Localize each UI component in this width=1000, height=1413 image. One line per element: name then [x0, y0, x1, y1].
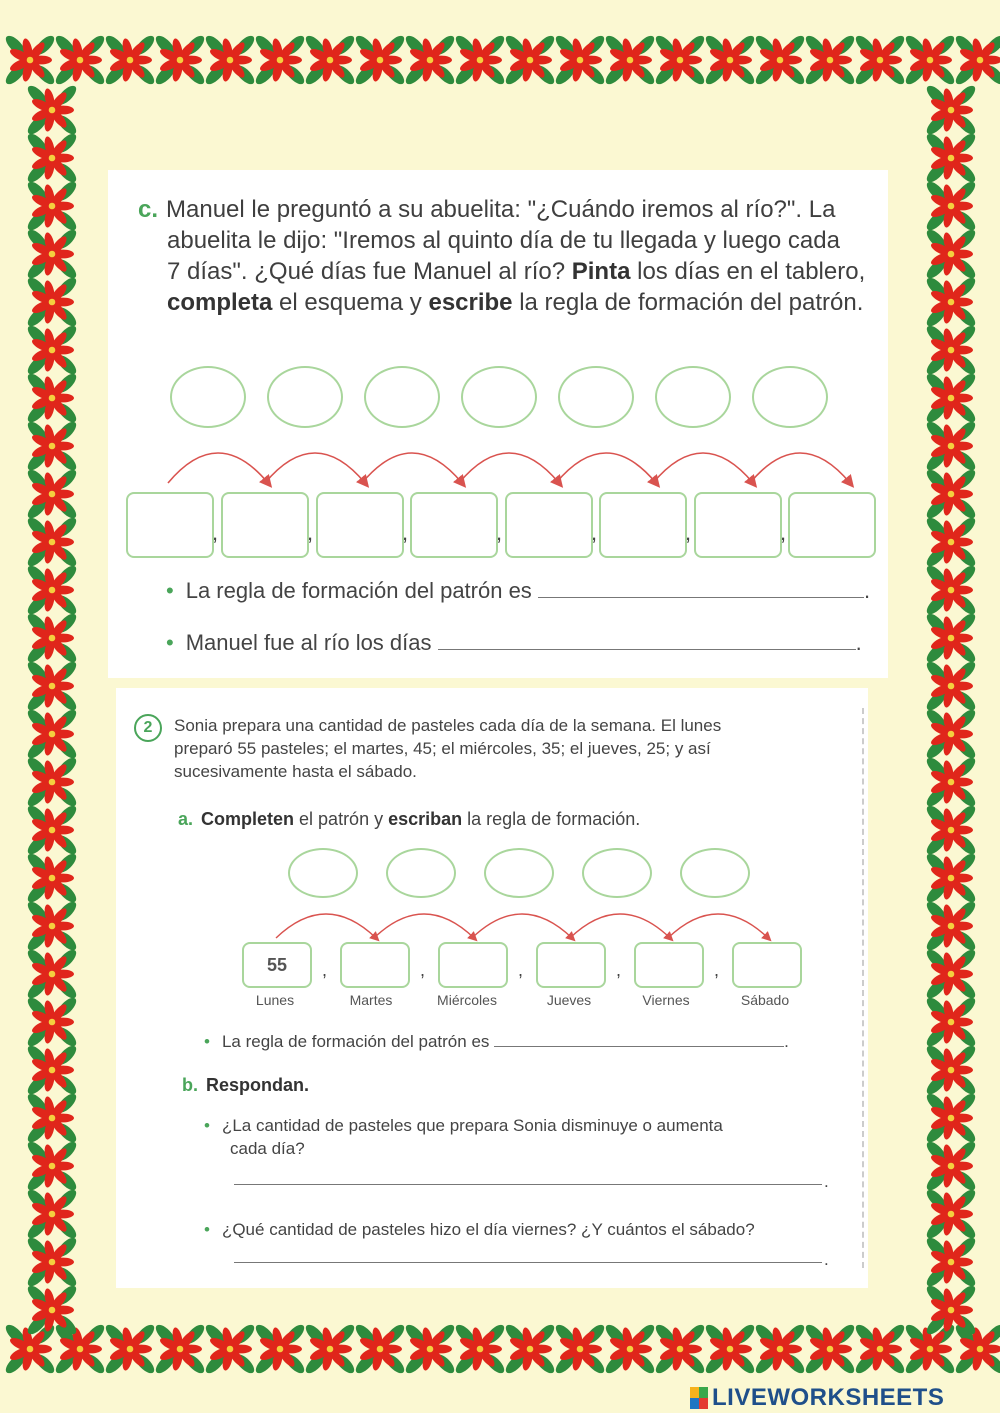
- poinsettia-icon: [25, 1187, 79, 1241]
- part-a-letter: a.: [178, 809, 194, 829]
- statement-line-2: abuelita le dijo: "Iremos al quinto día de tu llegada y luego cada: [167, 227, 840, 254]
- poinsettia-icon: [303, 33, 357, 87]
- part-b-heading: [182, 1074, 309, 1097]
- poinsettia-icon: [25, 707, 79, 761]
- problem-2-statement: [174, 714, 854, 783]
- difference-oval[interactable]: [558, 366, 634, 428]
- bullet-dot: •: [204, 1032, 210, 1051]
- day-label: Jueves: [546, 992, 592, 1008]
- poinsettia-icon: [153, 1322, 207, 1376]
- poinsettia-icon: [203, 1322, 257, 1376]
- question-1-line-2: cada día?: [230, 1139, 305, 1158]
- term-box[interactable]: [732, 942, 802, 988]
- pattern-arrows: [108, 428, 888, 488]
- poinsettia-icon: [924, 659, 978, 713]
- poinsettia-icon: [453, 33, 507, 87]
- poinsettia-icon: [25, 1283, 79, 1337]
- poinsettia-icon: [603, 1322, 657, 1376]
- poinsettia-icon: [253, 1322, 307, 1376]
- statement-bold-completa: completa: [167, 289, 273, 316]
- poinsettia-icon: [25, 803, 79, 857]
- poinsettia-icon: [703, 33, 757, 87]
- poinsettia-icon: [25, 131, 79, 185]
- term-box[interactable]: [536, 942, 606, 988]
- statement-bold-escribe: escribe: [428, 289, 513, 316]
- statement-line-3: [138, 256, 868, 287]
- separator-comma: ,: [714, 960, 720, 980]
- poinsettia-icon: [25, 995, 79, 1049]
- poinsettia-icon: [924, 563, 978, 617]
- poinsettia-icon: [25, 227, 79, 281]
- poinsettia-icon: [924, 131, 978, 185]
- question-1-line-1: ¿La cantidad de pasteles que prepara Sonia disminuye o aumenta: [221, 1116, 723, 1135]
- poinsettia-icon: [924, 371, 978, 425]
- end-period: .: [863, 578, 871, 603]
- liveworksheets-logo: [690, 1384, 944, 1412]
- term-box[interactable]: [634, 942, 704, 988]
- poinsettia-icon: [25, 419, 79, 473]
- rule-bullet: [166, 578, 886, 604]
- bullet-dot: •: [204, 1220, 210, 1239]
- poinsettia-icon: [25, 515, 79, 569]
- poinsettia-border-left: [0, 30, 100, 1370]
- term-box-lunes: [242, 942, 312, 988]
- statement-bold-pinta: Pinta: [571, 258, 631, 285]
- poinsettia-icon: [924, 419, 978, 473]
- poinsettia-icon: [25, 947, 79, 1001]
- poinsettia-icon: [753, 1322, 807, 1376]
- poinsettia-icon: [453, 1322, 507, 1376]
- part-b-letter: b.: [182, 1075, 198, 1095]
- poinsettia-icon: [253, 33, 307, 87]
- days-bullet: [166, 630, 886, 656]
- separator-comma: ,: [780, 520, 787, 545]
- bold-escriban: escriban: [388, 809, 463, 829]
- end-period: .: [824, 1250, 829, 1269]
- exercise-c-statement: [138, 194, 868, 318]
- poinsettia-icon: [653, 33, 707, 87]
- question-2: [204, 1218, 864, 1241]
- poinsettia-icon: [853, 33, 907, 87]
- rule-prompt: La regla de formación del patrón es: [185, 578, 532, 603]
- statement-text: 7 días". ¿Qué días fue Manuel al río?: [167, 258, 572, 285]
- poinsettia-icon: [103, 33, 157, 87]
- poinsettia-icon: [924, 1283, 978, 1337]
- first-term-value: 55: [266, 955, 288, 975]
- poinsettia-icon: [25, 83, 79, 137]
- exercise-c-panel: [108, 170, 888, 678]
- poinsettia-icon: [924, 179, 978, 233]
- poinsettia-icon: [25, 1043, 79, 1097]
- poinsettia-icon: [924, 227, 978, 281]
- poinsettia-icon: [924, 1235, 978, 1289]
- statement-text: el esquema y: [272, 289, 429, 316]
- difference-oval[interactable]: [582, 848, 652, 898]
- days-answer-line[interactable]: [438, 649, 856, 650]
- poinsettia-icon: [653, 1322, 707, 1376]
- poinsettia-icon: [25, 1091, 79, 1145]
- end-period: .: [784, 1032, 789, 1051]
- poinsettia-icon: [803, 33, 857, 87]
- poinsettia-icon: [924, 755, 978, 809]
- answer-2-line[interactable]: [234, 1262, 822, 1263]
- poinsettia-icon: [924, 1091, 978, 1145]
- poinsettia-border-top: [0, 18, 1000, 98]
- poinsettia-icon: [25, 611, 79, 665]
- poinsettia-icon: [203, 33, 257, 87]
- separator-comma: ,: [307, 520, 314, 545]
- difference-oval[interactable]: [267, 366, 343, 428]
- poinsettia-icon: [924, 275, 978, 329]
- poinsettia-icon: [25, 851, 79, 905]
- poinsettia-icon: [403, 1322, 457, 1376]
- problem-line-3: sucesivamente hasta el sábado.: [174, 762, 417, 781]
- difference-oval[interactable]: [288, 848, 358, 898]
- term-box[interactable]: [410, 492, 498, 558]
- separator-comma: ,: [402, 520, 409, 545]
- term-box[interactable]: [788, 492, 876, 558]
- term-box[interactable]: [505, 492, 593, 558]
- difference-oval[interactable]: [752, 366, 828, 428]
- poinsettia-icon: [25, 467, 79, 521]
- separator-comma: ,: [518, 960, 524, 980]
- poinsettia-icon: [924, 707, 978, 761]
- poinsettia-icon: [353, 33, 407, 87]
- instruction-text: el patrón y: [294, 809, 389, 829]
- difference-oval[interactable]: [364, 366, 440, 428]
- rule-answer-line[interactable]: [538, 597, 864, 598]
- poinsettia-icon: [353, 1322, 407, 1376]
- end-period: .: [855, 630, 862, 655]
- separator-comma: ,: [616, 960, 622, 980]
- difference-oval[interactable]: [170, 366, 246, 428]
- statement-line-4: [138, 287, 868, 318]
- poinsettia-icon: [303, 1322, 357, 1376]
- poinsettia-icon: [924, 1187, 978, 1241]
- poinsettia-icon: [153, 33, 207, 87]
- poinsettia-icon: [924, 899, 978, 953]
- question-2-text: ¿Qué cantidad de pasteles hizo el día viernes? ¿Y cuántos el sábado?: [221, 1220, 755, 1239]
- term-box[interactable]: [599, 492, 687, 558]
- dashed-edge: [862, 708, 864, 1268]
- instruction-text: la regla de formación.: [462, 809, 641, 829]
- statement-text: los días en el tablero,: [630, 258, 866, 285]
- poinsettia-icon: [924, 83, 978, 137]
- separator-comma: ,: [322, 960, 328, 980]
- term-box[interactable]: [126, 492, 214, 558]
- day-label: Martes: [349, 992, 393, 1008]
- poinsettia-icon: [924, 611, 978, 665]
- pattern-arrows: [116, 892, 868, 942]
- poinsettia-icon: [924, 947, 978, 1001]
- bullet-dot: •: [166, 630, 174, 655]
- problem-line-2: preparó 55 pasteles; el martes, 45; el miércoles, 35; el jueves, 25; y así: [174, 739, 711, 758]
- separator-comma: ,: [685, 520, 692, 545]
- days-prompt: Manuel fue al río los días: [185, 630, 432, 655]
- poinsettia-icon: [924, 515, 978, 569]
- separator-comma: ,: [591, 520, 598, 545]
- term-box[interactable]: [316, 492, 404, 558]
- bullet-dot: •: [204, 1116, 210, 1135]
- poinsettia-border-right: [905, 30, 1000, 1370]
- term-box[interactable]: [340, 942, 410, 988]
- rule-prompt: La regla de formación del patrón es: [221, 1032, 490, 1051]
- poinsettia-icon: [924, 467, 978, 521]
- poinsettia-icon: [924, 1139, 978, 1193]
- part-b-label: Respondan.: [206, 1075, 310, 1095]
- end-period: .: [824, 1172, 829, 1191]
- poinsettia-icon: [503, 33, 557, 87]
- poinsettia-icon: [25, 179, 79, 233]
- statement-text: la regla de formación del patrón.: [512, 289, 864, 316]
- poinsettia-icon: [753, 33, 807, 87]
- day-label: Lunes: [255, 992, 295, 1008]
- poinsettia-border-bottom: [0, 1315, 1000, 1383]
- poinsettia-icon: [553, 1322, 607, 1376]
- problem-number: 2: [134, 714, 162, 742]
- poinsettia-icon: [853, 1322, 907, 1376]
- rule-bullet: [204, 1030, 864, 1053]
- difference-oval[interactable]: [386, 848, 456, 898]
- separator-comma: ,: [496, 520, 503, 545]
- day-label: Sábado: [740, 992, 790, 1008]
- poinsettia-icon: [924, 323, 978, 377]
- poinsettia-icon: [803, 1322, 857, 1376]
- rule-answer-line[interactable]: [494, 1046, 784, 1047]
- term-box[interactable]: [694, 492, 782, 558]
- poinsettia-icon: [924, 995, 978, 1049]
- poinsettia-icon: [603, 33, 657, 87]
- part-a-instruction: [178, 808, 838, 831]
- poinsettia-icon: [25, 275, 79, 329]
- exercise-letter: c.: [138, 196, 159, 223]
- question-1: [204, 1114, 844, 1160]
- difference-oval[interactable]: [655, 366, 731, 428]
- poinsettia-icon: [403, 33, 457, 87]
- poinsettia-icon: [25, 899, 79, 953]
- poinsettia-icon: [703, 1322, 757, 1376]
- difference-oval[interactable]: [461, 366, 537, 428]
- poinsettia-icon: [25, 323, 79, 377]
- bullet-dot: •: [166, 578, 174, 603]
- liveworksheets-logo-icon: [690, 1387, 708, 1409]
- poinsettia-icon: [924, 1043, 978, 1097]
- problem-line-1: Sonia prepara una cantidad de pasteles cada día de la semana. El lunes: [174, 716, 722, 735]
- separator-comma: ,: [212, 520, 219, 545]
- problem-2-panel: [116, 688, 868, 1288]
- difference-oval[interactable]: [680, 848, 750, 898]
- answer-1-line[interactable]: [234, 1184, 822, 1185]
- poinsettia-icon: [103, 1322, 157, 1376]
- poinsettia-icon: [25, 1139, 79, 1193]
- term-box[interactable]: [221, 492, 309, 558]
- poinsettia-icon: [924, 803, 978, 857]
- day-label: Viernes: [642, 992, 690, 1008]
- poinsettia-icon: [553, 33, 607, 87]
- separator-comma: ,: [420, 960, 426, 980]
- difference-oval[interactable]: [484, 848, 554, 898]
- poinsettia-icon: [25, 563, 79, 617]
- poinsettia-icon: [924, 851, 978, 905]
- statement-line-1: Manuel le preguntó a su abuelita: "¿Cuándo iremos al río?". La: [166, 196, 836, 223]
- day-label: Miércoles: [437, 992, 497, 1008]
- poinsettia-icon: [25, 1235, 79, 1289]
- poinsettia-icon: [25, 371, 79, 425]
- term-box[interactable]: [438, 942, 508, 988]
- bold-completen: Completen: [201, 809, 295, 829]
- poinsettia-icon: [25, 659, 79, 713]
- poinsettia-icon: [25, 755, 79, 809]
- poinsettia-icon: [503, 1322, 557, 1376]
- logo-text: LIVEWORKSHEETS: [712, 1384, 945, 1411]
